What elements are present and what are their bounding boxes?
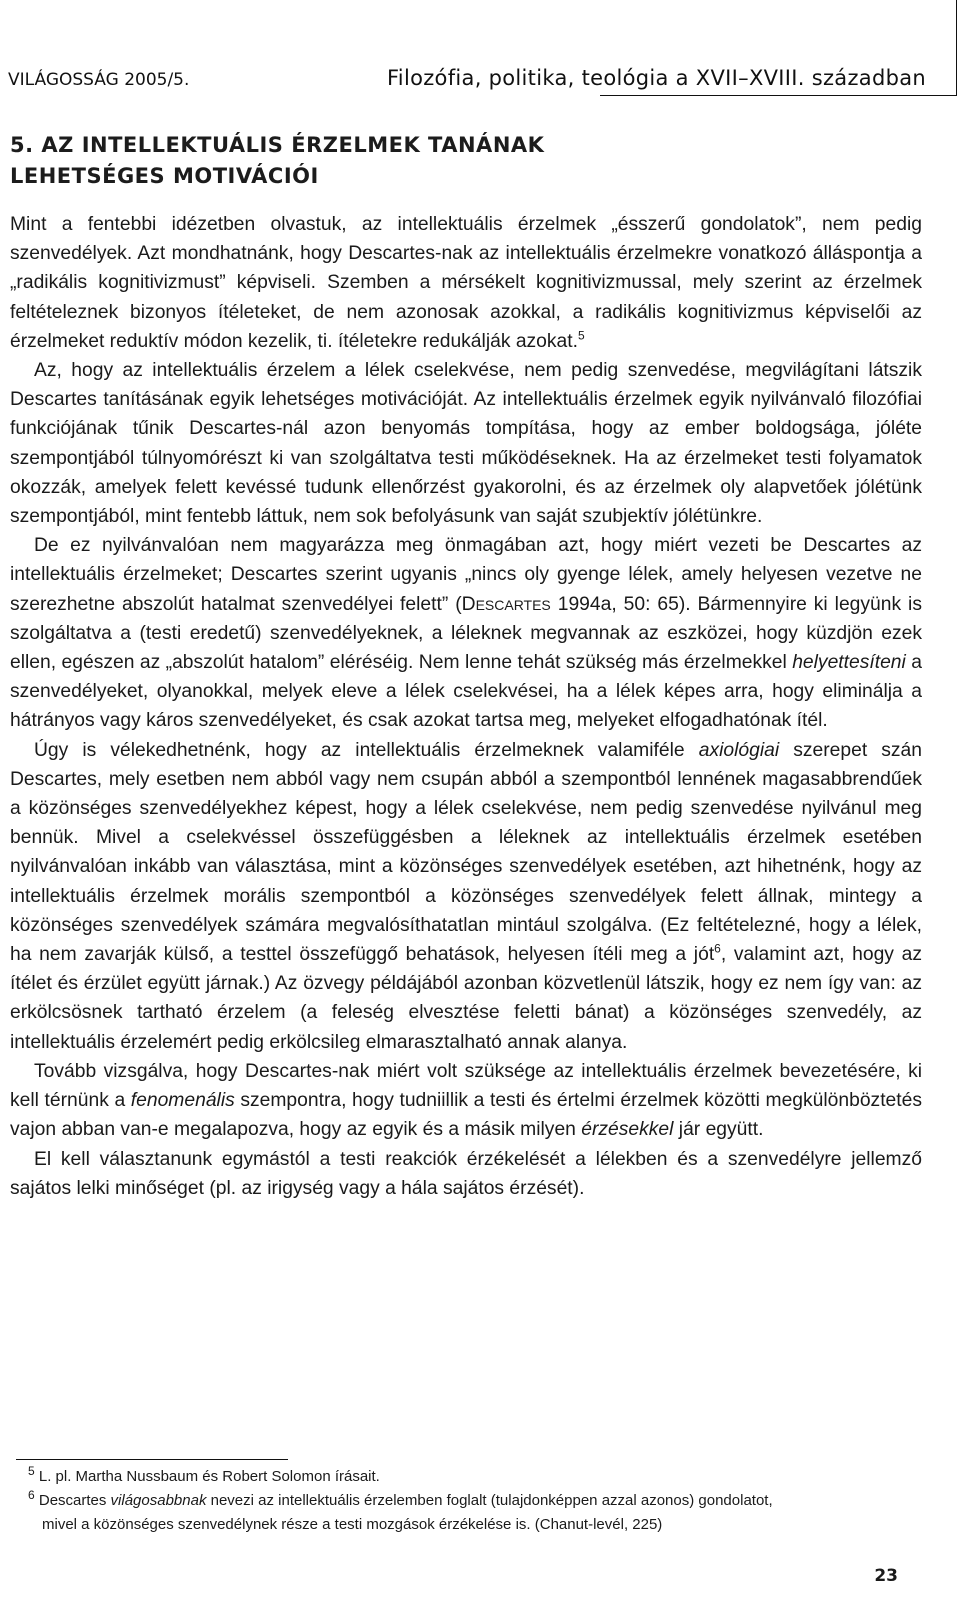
paragraph-1-text: Mint a fentebbi idézetben olvastuk, az intellektuális érzelmek „ésszerű gondolatok”, nem pedig szenvedélyek. Azt mondhatnánk, hogy Descartes-nak az intellektuális érzelmekre vonatkozó álláspontja a „radikális kognitivizmust” képviseli. Szemben a mérsékelt kognitivizmussal, mely szerint az érzelmek feltételeznek bizonyos ítéleteket, de nem azonosak azokkal, a radikális kognitivizmus képviselői az érzelmeket reduktív módon kezelik, ti. ítéletekre redukálják azokat. — [10, 214, 922, 352]
paragraph-4-text-b: szerepet szán Descartes, mely esetben nem abból vagy nem csupán abból a szempontból lennének magasabbrendűek a közönséges szenvedélyekhez képest, hogy a lélek cselekvése, nem pedig szenvedése nyilvánul meg bennük. Mivel a cselekvéssel összefüggésben a léleknek az intellektuális érzelmek esetében nyilvánvalóan inkább van választása, mint a közönséges szenvedélyek esetében, azt hihetnénk, hogy az intellektuális érzelmek morális szempontból a közönséges szenvedélyek felett állnak, mintegy a közönséges szenvedélyek számára megvalósíthatatlan mintául szolgálva. (Ez feltételezné, hogy a lélek, ha nem zavarják külső, a testtel összefüggő behatások, helyesen ítéli meg a jót — [10, 739, 922, 966]
page-number: 23 — [874, 1566, 898, 1586]
section-heading — [10, 130, 922, 192]
header-rule — [600, 95, 957, 96]
footnote-6-number: 6 — [28, 1488, 35, 1502]
emphasis-fenomenalis: fenomenális — [130, 1090, 235, 1112]
paragraph-3-text-b: 1994a, 50: 65). Bármennyire ki legyünk is szolgáltatva a (testi eredetű) szenvedélyeknek, a léleknek megvannak az eszközei, hogy küzdjön ezek ellen, egészen az „abszolút hatalom” eléréséig. Nem lenne tehát szükség más érzelmekkel — [10, 593, 922, 674]
citation-author: Descartes — [461, 593, 551, 615]
paragraph-5 — [10, 1057, 922, 1145]
article-body — [10, 130, 922, 1203]
footnote-ref-5[interactable]: 5 — [578, 328, 585, 343]
footnote-separator — [16, 1459, 288, 1460]
header-rule-vertical — [956, 0, 957, 96]
footnote-6 — [28, 1489, 888, 1537]
paragraph-4-text-a: Úgy is vélekedhetnénk, hogy az intellektuális érzelmeknek valamiféle — [34, 739, 699, 761]
paragraph-5-text-a: Tovább vizsgálva, hogy Descartes-nak miért volt szüksége az intellektuális érzelmek bevezetésére, ki kell térnünk a — [10, 1060, 922, 1112]
paragraph-5-text-c: jár együtt. — [673, 1119, 764, 1141]
paragraph-5-text-b: szempontra, hogy tudniillik a testi és értelmi érzelmek közötti megkülönböztetés vajon abban van-e megalapozva, hogy az egyik és a másik milyen — [10, 1090, 922, 1141]
footnote-6-continuation: mivel a közönséges szenvedélynek része a testi mozgások érzékelése is. (Chanut-levél, 225) — [42, 1516, 663, 1533]
paragraph-1 — [10, 210, 922, 356]
heading-line-1: 5. AZ INTELLEKTUÁLIS ÉRZELMEK TANÁNAK — [10, 133, 545, 157]
paragraph-4 — [10, 736, 922, 1057]
paragraph-3-text-a: De ez nyilvánvalóan nem magyarázza meg önmagában azt, hogy miért vezeti be Descartes az intellektuális érzelmeket; Descartes szerint ugyanis „nincs oly gyenge lélek, amely helyesen vezetve ne szerezhetne abszolút hatalmat szenvedélyei felett” ( — [10, 535, 922, 615]
paragraph-2: Az, hogy az intellektuális érzelem a lélek cselekvése, nem pedig szenvedése, megvilágítani látszik Descartes tanításának egyik lehetséges motivációját. Az intellektuális érzelmek egyik nyilvánvaló filozófiai funkciójának tűnik Descartes-nál azon benyomás tompítása, hogy az ember boldogsága, jóléte szempontjából túlnyomórészt ki van szolgáltatva testi működéseknek. Ha az érzelmeket testi folyamatok okozzák, amelyek felett kevéssé tudunk ellenőrzést gyakorolni, és az érzelmek oly alapvetőek jólétünk szempontjából, mint fentebb láttuk, nem sok befolyásunk van saját szubjektív jólétünkre. — [10, 360, 922, 528]
footnote-6-emphasis: világosabbnak — [110, 1492, 207, 1509]
footnote-5-text: L. pl. Martha Nussbaum és Robert Solomon írásait. — [34, 1468, 380, 1485]
emphasis-helyettesiteni: helyettesíteni — [792, 652, 906, 674]
journal-label: VILÁGOSSÁG 2005/5. — [8, 70, 190, 90]
footnote-ref-6[interactable]: 6 — [714, 941, 721, 956]
section-title: Filozófia, politika, teológia a XVII–XVIII. században — [386, 66, 926, 90]
paragraph-6: El kell választanunk egymástól a testi reakciók érzékelését a lélekben és a szenvedélyre jellemző sajátos lelki minőséget (pl. az irigység vagy a hála sajátos érzését). — [10, 1148, 922, 1199]
footnote-5-number: 5 — [28, 1464, 35, 1478]
heading-line-2: LEHETSÉGES MOTIVÁCIÓI — [10, 164, 319, 188]
paragraph-4-text-c: , valamint azt, hogy az ítélet és érzület együtt járnak.) Az özvegy példájából azonban közvetlenül látszik, hogy ez nem így van: az erkölcsösnek tartható érzelem (a feleség elvesztése feletti bánat) a közönséges szenvedély, az intellektuális érzelemért pedig erkölcsileg elmarasztalható annak alanya. — [10, 944, 922, 1053]
emphasis-erzesekkel: érzésekkel — [581, 1119, 674, 1141]
running-header — [0, 0, 960, 100]
footnote-6-text-a: Descartes — [34, 1492, 111, 1509]
paragraph-3 — [10, 531, 922, 735]
paragraph-3-text-c: a szenvedélyeket, olyanokkal, melyek eleve a lélek cselekvései, ha a lélek képes arra, hogy eliminálja a hátrányos vagy káros szenvedélyeket, és csak azokat tartsa meg, melyeket elfogadhatónak ítél. — [10, 652, 922, 732]
emphasis-axiologiai: axiológiai — [698, 739, 780, 761]
footnote-5 — [28, 1465, 888, 1489]
footnote-6-text-b: nevezi az intellektuális érzelemben foglalt (tulajdonképpen azzal azonos) gondolatot, — [206, 1492, 773, 1509]
footnotes — [28, 1465, 888, 1537]
